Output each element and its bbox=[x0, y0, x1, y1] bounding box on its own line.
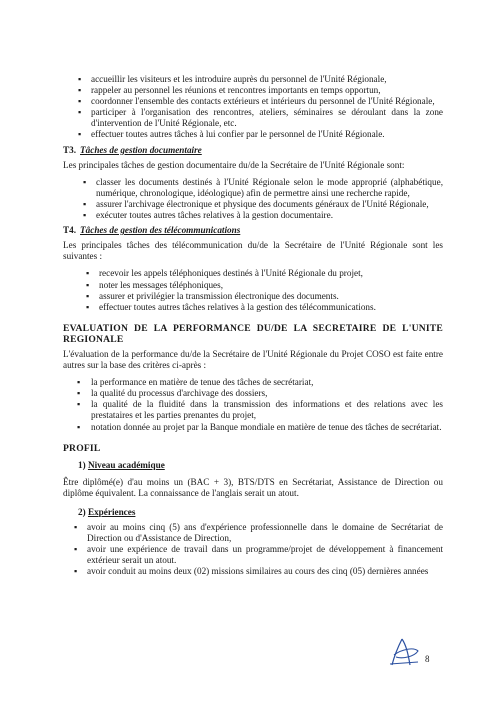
t4-bullet-list bbox=[63, 268, 443, 312]
experiences-bullet-list bbox=[63, 522, 443, 577]
niveau-text: Être diplômé(e) d'au moins un (BAC + 3), BTS/DTS en Secrétariat, Assistance de Direction ou diplôme équivalent. La connaissance de l'anglais serait un atout. bbox=[63, 476, 443, 498]
t4-number: T4. bbox=[63, 225, 77, 236]
list-item: ▪ rappeler au personnel les réunions et rencontres importants en temps opportun, bbox=[63, 85, 443, 96]
experiences-number: 2) bbox=[78, 507, 86, 517]
list-item: ▪ avoir au moins cinq (5) ans d'expérience professionnelle dans le domaine de Secrétariat de Direction ou d'Assistance de Direction, bbox=[63, 522, 443, 544]
list-item: ▪ recevoir les appels téléphoniques destinés à l'Unité Régionale du projet, bbox=[63, 268, 443, 279]
list-item: ▪ avoir conduit au moins deux (02) missions similaires au cours des cinq (05) dernières années bbox=[63, 566, 443, 577]
top-bullet-list bbox=[63, 74, 443, 141]
list-item: ▪ effectuer toutes autres tâches à lui confier par le personnel de l'Unité Régionale. bbox=[63, 129, 443, 140]
evaluation-bullet-list bbox=[63, 377, 443, 432]
list-item: ▪ exécuter toutes autres tâches relatives à la gestion documentaire. bbox=[63, 210, 443, 221]
niveau-title: Niveau académique bbox=[87, 459, 165, 470]
list-item: ▪ participer à l'organisation des rencontres, ateliers, séminaires se déroulant dans la zone d'intervention de l'Unité Régionale, etc. bbox=[63, 107, 443, 129]
evaluation-intro: L'évaluation de la performance du/de la Secrétaire de l'Unité Régionale du Projet COSO est faite entre autres sur la base des critères ci-après : bbox=[63, 348, 443, 371]
profil-title: PROFIL bbox=[63, 442, 101, 454]
list-item: ▪ effectuer toutes autres tâches relatives à la gestion des télécommunications. bbox=[63, 302, 443, 313]
evaluation-title: EVALUATION DE LA PERFORMANCE DU/DE LA SECRETAIRE DE L'UNITE REGIONALE bbox=[63, 322, 443, 345]
list-item: ▪ la qualité de la fluidité dans la transmission des informations et des relations avec les prestataires et les parties prenantes du projet, bbox=[63, 399, 443, 421]
list-item: ▪ classer les documents destinés à l'Unité Régionale selon le mode approprié (alphabétique, numérique, chronologique, idéologique) afin de permettre ainsi une recherche rapide, bbox=[63, 177, 443, 199]
list-item: ▪ assurer et privilégier la transmission électronique des documents. bbox=[63, 291, 443, 302]
list-item: ▪ la qualité du processus d'archivage des dossiers, bbox=[63, 388, 443, 399]
t3-number: T3. bbox=[63, 144, 77, 155]
list-item: ▪ accueillir les visiteurs et les introduire auprès du personnel de l'Unité Régionale, bbox=[63, 74, 443, 85]
t3-title: Tâches de gestion documentaire bbox=[80, 144, 202, 155]
list-item: ▪ la performance en matière de tenue des tâches de secrétariat, bbox=[63, 377, 443, 388]
t3-intro: Les principales tâches de gestion documentaire du/de la Secrétaire de l'Unité Régionale sont: bbox=[63, 159, 405, 170]
list-item: ▪ avoir une expérience de travail dans un programme/projet de développement à financement extérieur serait un atout. bbox=[63, 544, 443, 566]
t4-intro: Les principales tâches des télécommunication du/de la Secrétaire de l'Unité Régionale sont les suivantes : bbox=[63, 240, 443, 262]
experiences-heading bbox=[78, 507, 443, 518]
t4-title: Tâches de gestion des télécommunications bbox=[80, 225, 241, 236]
experiences-title: Expériences bbox=[87, 507, 136, 517]
list-item: ▪ coordonner l'ensemble des contacts extérieurs et intérieurs du personnel de l'Unité Régionale, bbox=[63, 96, 443, 107]
signature-mark bbox=[388, 635, 422, 669]
page-number: 8 bbox=[425, 654, 430, 664]
list-item: ▪ assurer l'archivage électronique et physique des documents généraux de l'Unité Régionale, bbox=[63, 199, 443, 210]
t3-heading bbox=[63, 145, 443, 156]
t4-heading bbox=[63, 225, 443, 236]
t3-bullet-list bbox=[63, 177, 443, 221]
list-item: ▪ notation donnée au projet par la Banque mondiale en matière de tenue des tâches de secrétariat. bbox=[63, 422, 443, 433]
page-content bbox=[63, 74, 443, 578]
niveau-heading bbox=[78, 460, 443, 471]
list-item: ▪ noter les messages téléphoniques, bbox=[63, 280, 443, 291]
niveau-number: 1) bbox=[78, 459, 86, 470]
